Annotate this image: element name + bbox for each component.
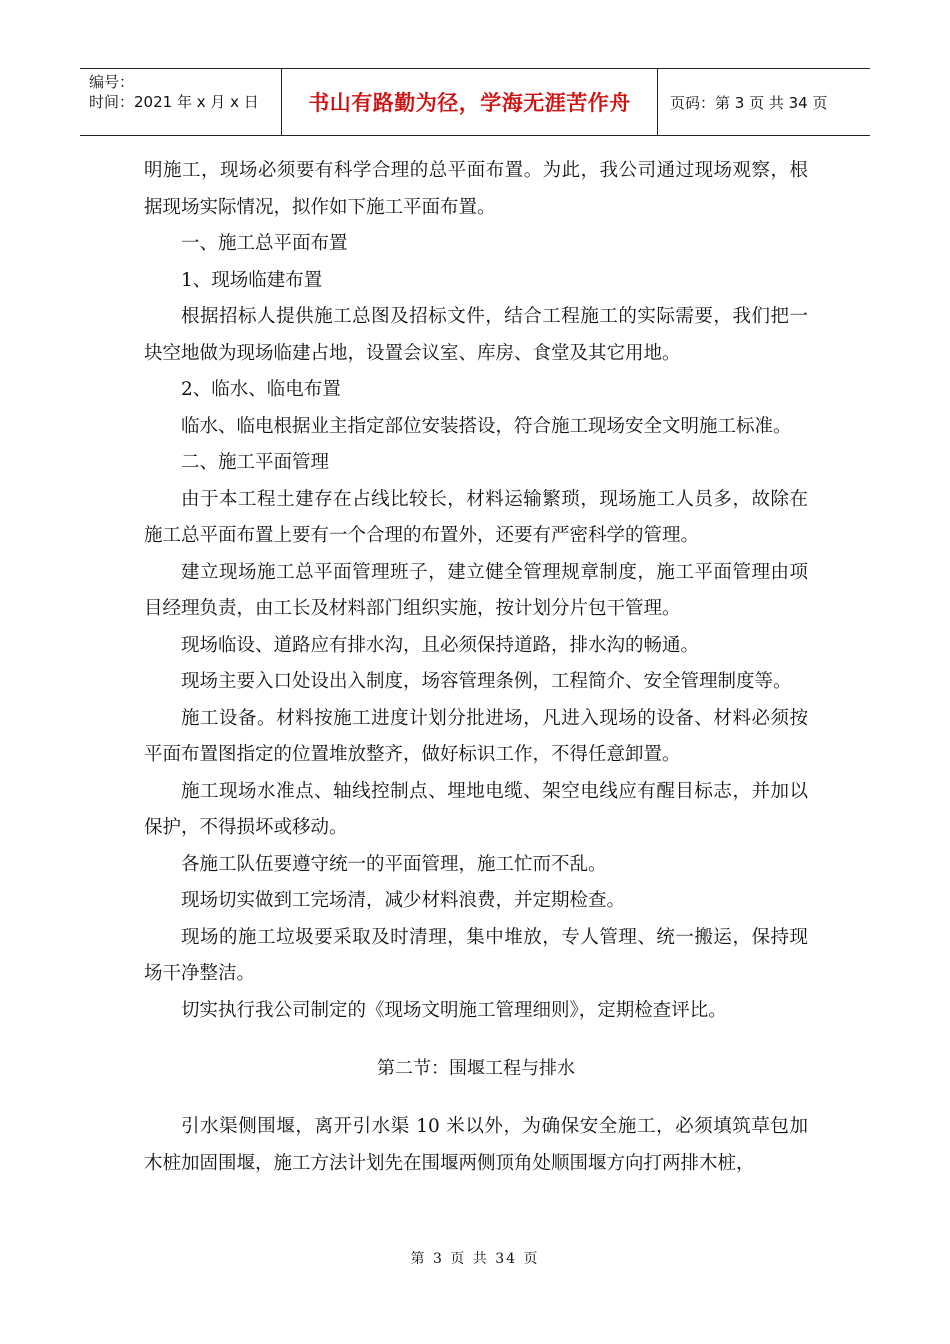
header-motto: 书山有路勤为径，学海无涯苦作舟: [308, 91, 631, 115]
body-paragraph: 引水渠侧围堰，离开引水渠 10 米以外，为确保安全施工，必须填筑草包加木桩加固围堰，施工方法计划先在围堰两侧顶角处顺围堰方向打两排木桩，: [144, 1116, 808, 1174]
body-paragraph: 现场的施工垃圾要采取及时清理，集中堆放，专人管理、统一搬运，保持现场干净整洁。: [144, 926, 808, 984]
page-footer: 第 3 页 共 34 页: [410, 1251, 540, 1267]
body-paragraph: 施工现场水准点、轴线控制点、埋地电缆、架空电线应有醒目标志，并加以保护，不得损坏或移动。: [144, 780, 808, 838]
section-heading: 一、施工总平面布置: [181, 233, 348, 254]
document-date: 时间：2021 年 x 月 x 日: [89, 93, 259, 111]
section-title: 第二节：围堰工程与排水: [377, 1058, 575, 1079]
body-paragraph: 现场切实做到工完场清，减少材料浪费，并定期检查。: [181, 890, 626, 911]
section-heading: 二、施工平面管理: [181, 452, 330, 473]
subsection-heading: 2、临水、临电布置: [181, 379, 341, 400]
body-paragraph: 建立现场施工总平面管理班子，建立健全管理规章制度，施工平面管理由项目经理负责，由工长及材料部门组织实施，按计划分片包干管理。: [144, 561, 808, 619]
header-motto-cell: [282, 69, 658, 135]
body-paragraph: 切实执行我公司制定的《现场文明施工管理细则》，定期检查评比。: [181, 999, 727, 1021]
body-paragraph: 由于本工程土建存在占线比较长，材料运输繁琐，现场施工人员多，故除在施工总平面布置上要有一个合理的布置外，还要有严密科学的管理。: [144, 488, 808, 546]
body-paragraph: 明施工，现场必须要有科学合理的总平面布置。为此，我公司通过现场观察，根据现场实际情况，拟作如下施工平面布置。: [144, 160, 808, 218]
document-number-label: 编号：: [89, 73, 135, 91]
header-page-info-cell: [658, 69, 870, 135]
body-paragraph: 根据招标人提供施工总图及招标文件，结合工程施工的实际需要，我们把一块空地做为现场临建占地，设置会议室、库房、食堂及其它用地。: [144, 306, 808, 364]
body-paragraph: 临水、临电根据业主指定部位安装搭设，符合施工现场安全文明施工标准。: [181, 415, 792, 437]
header-meta: [80, 69, 282, 135]
body-paragraph: 各施工队伍要遵守统一的平面管理，施工忙而不乱。: [181, 853, 607, 875]
body-paragraph: 现场临设、道路应有排水沟，且必须保持道路，排水沟的畅通。: [181, 634, 700, 656]
page-header: [80, 68, 870, 136]
document-body: [144, 153, 808, 1182]
header-page-info: 页码：第 3 页 共 34 页: [670, 93, 828, 112]
body-paragraph: 现场主要入口处设出入制度，场容管理条例，工程简介、安全管理制度等。: [181, 671, 792, 692]
body-paragraph: 施工设备。材料按施工进度计划分批进场，凡进入现场的设备、材料必须按平面布置图指定的位置堆放整齐，做好标识工作，不得任意卸置。: [144, 707, 808, 765]
subsection-heading: 1、现场临建布置: [181, 269, 323, 291]
